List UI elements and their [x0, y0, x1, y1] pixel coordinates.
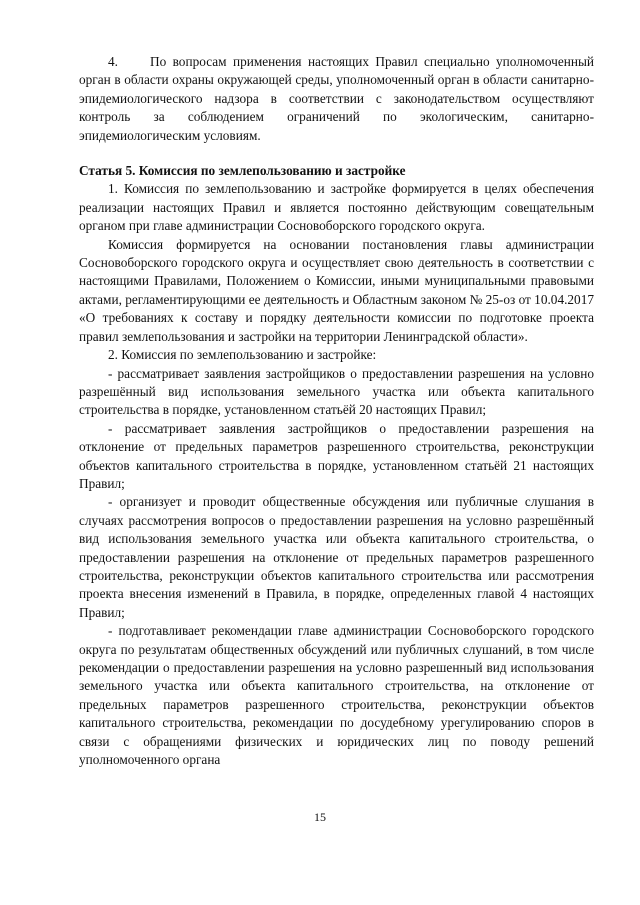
article-heading: Статья 5. Комиссия по землепользованию и застройке [79, 163, 406, 179]
page-body [79, 53, 594, 769]
list-item-public-hearings: - организует и проводит общественные обсуждения или публичные слушания в случаях рассмотрения вопросов о предоставлении разрешения на условно разрешённый вид использования земельного участка или объекта капитального строительства, о предоставлении разрешения на отклонение от предельных параметров разрешенного строительства, реконструкции объектов капитального строительства или рассмотрения проекта внесения изменений в Правила, в порядке, определенных главой 4 настоящих Правил; [79, 494, 594, 620]
paragraph-commission-functions-intro: 2. Комиссия по землепользованию и застройке: [108, 347, 377, 363]
list-item-parameter-deviation: - рассматривает заявления застройщиков о предоставлении разрешения на отклонение от предельных параметров разрешенного строительства, реконструкции объектов капитального строительства в порядке, установленном статьёй 21 настоящих Правил; [79, 420, 594, 491]
paragraph-commission-purpose: 1. Комиссия по землепользованию и застройке формируется в целях обеспечения реализации настоящих Правил и является постоянно действующим совещательным органом при главе администрации Сосновоборского городского округа. [79, 181, 594, 234]
paragraph-commission-formation: Комиссия формируется на основании постановления главы администрации Сосновоборского городского округа и осуществляет свою деятельность в соответствии с настоящими Правилами, Положением о Комиссии, иными муниципальными правовыми актами, регламентирующими ее деятельность и Областным законом № 25-оз от 10.04.2017 «О требованиях к составу и порядку деятельности комиссии по подготовке проекта правил землепользования и застройки на территории Ленинградской области». [79, 236, 595, 344]
list-item-recommendations: - подготавливает рекомендации главе администрации Сосновоборского городского округа по результатам общественных обсуждений или публичных слушаний, в том числе рекомендации о предоставлении разрешения на условно разрешенный вид использования земельного участка или объекта капитального строительства, на отклонение от предельных параметров разрешенного строительства, реконструкции объектов капитального строительства, рекомендации по досудебному урегулированию споров в связи с обращениями физических и юридических лиц по поводу решений уполномоченного органа [79, 623, 594, 768]
page-number: 15 [314, 810, 326, 824]
paragraph-intro-item-4: 4. По вопросам применения настоящих Правил специально уполномоченный орган в области охраны окружающей среды, уполномоченный орган в области санитарно-эпидемиологического надзора в соответствии с законодательством осуществляют контроль за соблюдением ограничений по экологическим, санитарно-эпидемиологическим условиям. [79, 54, 594, 143]
list-item-conditional-use: - рассматривает заявления застройщиков о предоставлении разрешения на условно разрешённый вид использования земельного участка или объекта капитального строительства в порядке, установленном статьёй 20 настоящих Правил; [79, 365, 594, 418]
